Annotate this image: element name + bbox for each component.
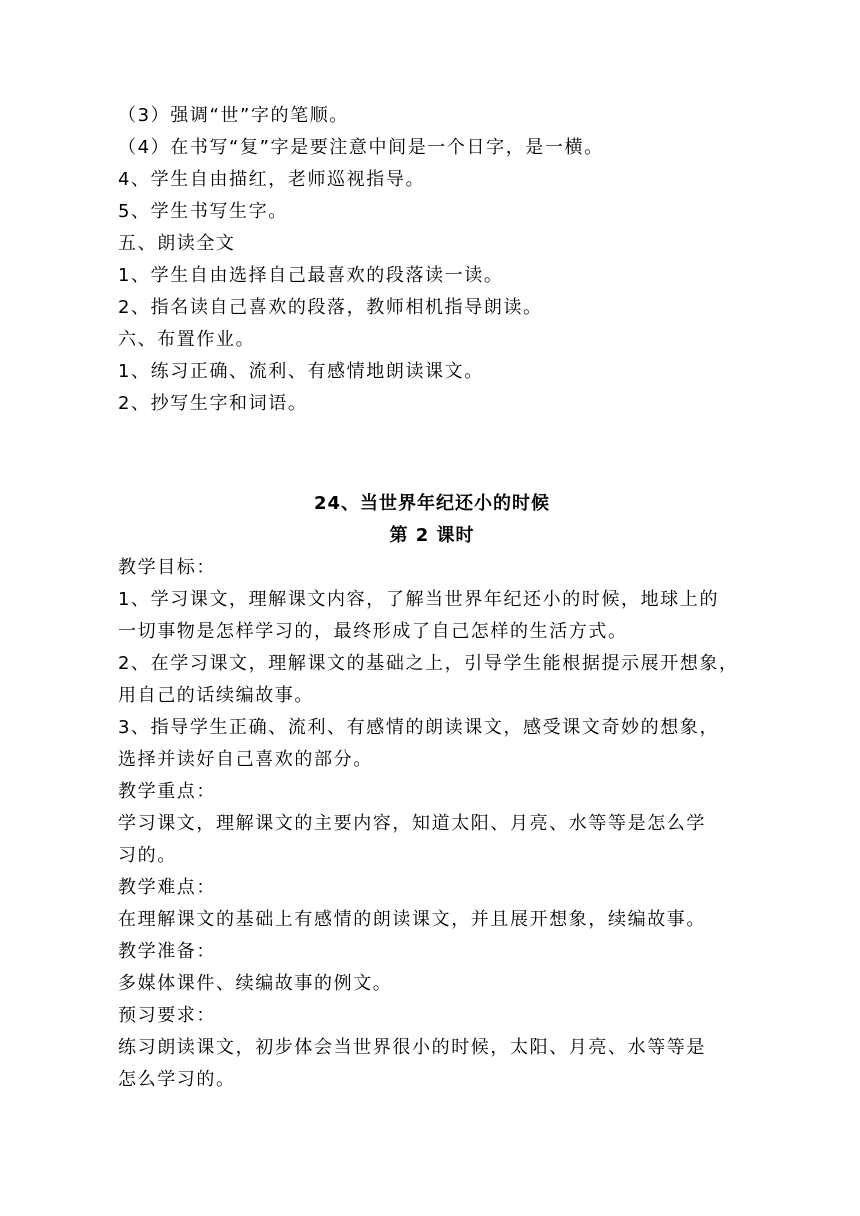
goals-heading: 教学目标： bbox=[118, 557, 216, 578]
preview-heading: 预习要求： bbox=[118, 1005, 216, 1026]
difficulty-heading: 教学难点： bbox=[118, 877, 216, 898]
preview-line-1: 练习朗读课文，初步体会当世界很小的时候，太阳、月亮、水等等是 bbox=[118, 1037, 706, 1058]
preparation-heading: 教学准备： bbox=[118, 941, 216, 962]
section-heading-read-aloud: 五、朗读全文 bbox=[118, 233, 236, 254]
key-points-line-2: 习的。 bbox=[118, 845, 177, 866]
read-step-2: 2、指名读自己喜欢的段落，教师相机指导朗读。 bbox=[118, 297, 543, 318]
goal-1-line-2: 一切事物是怎样学习的，最终形成了自己怎样的生活方式。 bbox=[118, 621, 628, 642]
step-tracing: 4、学生自由描红，老师巡视指导。 bbox=[118, 169, 426, 190]
goal-3-line-1: 3、指导学生正确、流利、有感情的朗读课文，感受课文奇妙的想象， bbox=[118, 717, 720, 738]
step-3-stroke-order: （3）强调“世”字的笔顺。 bbox=[118, 105, 349, 126]
difficulty-text: 在理解课文的基础上有感情的朗读课文，并且展开想象，续编故事。 bbox=[118, 909, 706, 930]
key-points-line-1: 学习课文，理解课文的主要内容，知道太阳、月亮、水等等是怎么学 bbox=[118, 813, 706, 834]
document-page bbox=[118, 100, 746, 1096]
goal-3-line-2: 选择并读好自己喜欢的部分。 bbox=[118, 749, 373, 770]
preparation-text: 多媒体课件、续编故事的例文。 bbox=[118, 973, 393, 994]
preview-line-2: 怎么学习的。 bbox=[118, 1069, 236, 1090]
homework-item-2: 2、抄写生字和词语。 bbox=[118, 393, 308, 414]
section-heading-homework: 六、布置作业。 bbox=[118, 329, 256, 350]
goal-2-line-1: 2、在学习课文，理解课文的基础之上，引导学生能根据提示展开想象， bbox=[118, 653, 739, 674]
read-step-1: 1、学生自由选择自己最喜欢的段落读一读。 bbox=[118, 265, 504, 286]
step-4-writing-note: （4）在书写“复”字是要注意中间是一个日字，是一横。 bbox=[118, 137, 604, 158]
lesson-subtitle: 第 2 课时 bbox=[389, 525, 475, 546]
section-spacer bbox=[118, 420, 746, 488]
homework-item-1: 1、练习正确、流利、有感情地朗读课文。 bbox=[118, 361, 484, 382]
key-points-heading: 教学重点： bbox=[118, 781, 216, 802]
step-writing: 5、学生书写生字。 bbox=[118, 201, 288, 222]
lesson-title: 24、当世界年纪还小的时候 bbox=[313, 493, 551, 514]
goal-2-line-2: 用自己的话续编故事。 bbox=[118, 685, 314, 706]
goal-1-line-1: 1、学习课文，理解课文内容，了解当世界年纪还小的时候，地球上的 bbox=[118, 589, 720, 610]
